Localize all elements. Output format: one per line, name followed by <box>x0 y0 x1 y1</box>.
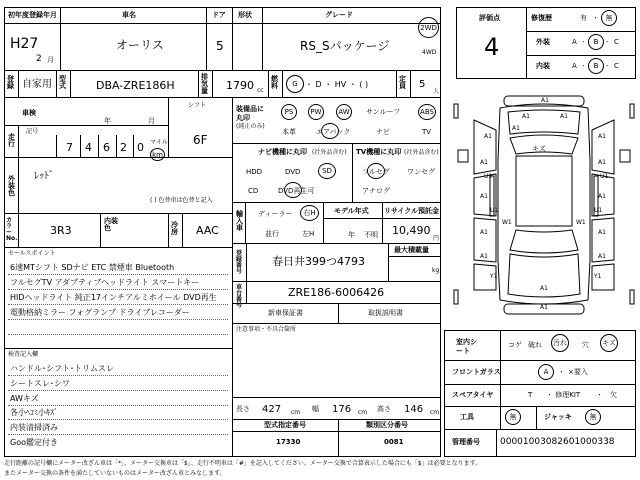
car-name: オーリス <box>116 38 164 52</box>
car-damage-diagram <box>450 90 638 320</box>
divider <box>168 97 169 157</box>
inspect-label: 車検 <box>22 109 36 117</box>
notes-label: 注意事項・不具合箇所 <box>236 326 297 333</box>
int-dash: - <box>582 62 585 70</box>
dotted-line <box>8 375 228 376</box>
tv-oneseg: ワンセグ <box>407 168 435 176</box>
interior-label: 内装 <box>536 62 550 70</box>
odometer-digit: 0 <box>137 141 144 154</box>
ext-dash: - <box>582 38 585 46</box>
equip-abs-circle: ABS <box>418 104 436 120</box>
dims-bottom <box>232 419 441 420</box>
warranty-bottom <box>232 323 441 324</box>
divider <box>182 213 183 247</box>
divider <box>496 429 497 457</box>
model-year-label: モデル年式 <box>334 207 369 215</box>
seat-item: 穴 <box>582 341 589 349</box>
damage-mark: A1 <box>540 285 548 292</box>
damage-mark: U1 <box>484 173 493 180</box>
width-unit: cm <box>358 409 368 416</box>
color-note: ( ) 色替車は色替と記入 <box>150 197 213 204</box>
spare-dot: ・ <box>596 391 603 399</box>
jack-none-circle: 無 <box>585 409 601 425</box>
ac-label: 冷房 <box>171 221 178 236</box>
damage-mark: A1 <box>480 159 488 166</box>
class-cert-value: 0081 <box>384 438 404 446</box>
damage-mark: A1 <box>480 229 488 236</box>
damage-mark: A1 <box>598 133 606 140</box>
divider <box>232 7 233 70</box>
dotted-line <box>8 319 228 320</box>
chassis-value: ZRE186-6006426 <box>288 286 385 299</box>
dotted-line <box>8 419 228 420</box>
glass-a-circle: A <box>538 364 554 380</box>
ext-a: A <box>572 38 577 46</box>
inspector-line: シートスレ･シワ <box>10 379 70 388</box>
sales-point-line: フルセグTV アダプティブヘッドライト スマートキー <box>10 278 200 287</box>
damage-mark: A1 <box>480 253 488 260</box>
drive-4wd: 4WD <box>422 49 437 56</box>
width-label: 幅 <box>312 405 319 413</box>
equip-label-1: 装備品に <box>236 105 264 113</box>
navi-hdd: HDD <box>246 168 263 176</box>
dotted-line <box>8 434 228 435</box>
mileage-top <box>4 125 168 126</box>
dotted-line <box>8 334 228 335</box>
grade-value: RS_Sパッケージ <box>300 39 390 53</box>
equip-aw-circle: AW <box>336 104 352 120</box>
damage-mark-scratch: キズ <box>532 145 546 153</box>
dotted-line <box>8 405 228 406</box>
inspector-line: ハンドル･シフト･トリムスレ <box>10 364 114 373</box>
drive-2wd-circle: 2WD <box>418 17 439 38</box>
digit-divider <box>133 135 134 157</box>
month-label-2: 月 <box>148 117 155 125</box>
model-year-unknown: 不明 <box>364 231 378 239</box>
seat-item: コゲ <box>508 341 522 349</box>
dotted-line <box>8 304 228 305</box>
warranty-manual: 取扱説明書 <box>368 309 403 317</box>
odometer-digit: 4 <box>85 141 92 154</box>
class-cert-label: 類別区分番号 <box>366 421 408 429</box>
divider <box>18 157 19 247</box>
damage-mark: U1 <box>490 207 499 214</box>
row2-bottom-line <box>4 97 441 98</box>
disp-unit: cc <box>257 87 264 94</box>
navi-sd-circle: SD <box>318 163 336 179</box>
divider <box>526 7 527 79</box>
type-label: 型式 <box>59 75 66 90</box>
inspector-label: 検査記入欄 <box>8 351 39 358</box>
damage-mark: A1 <box>522 113 530 120</box>
fuel-label: 燃料 <box>271 75 278 90</box>
seat-item: 破れ <box>528 341 542 349</box>
manage-value: 00001003082601000338 <box>500 437 615 447</box>
ac-value: AAC <box>196 224 219 237</box>
dotted-line <box>8 289 228 290</box>
cap-value: 5 <box>419 79 426 90</box>
digit-divider <box>56 135 57 157</box>
navi-title: ナビ機種に丸印 <box>258 148 307 156</box>
navi-bottom <box>232 202 441 203</box>
divider <box>410 70 411 97</box>
model-year-line <box>323 218 441 219</box>
type-cert-value: 17330 <box>276 438 301 446</box>
damage-mark: A1 <box>598 193 606 200</box>
divider <box>212 70 213 97</box>
type-value: DBA-ZRE186H <box>96 79 175 92</box>
dotted-line <box>8 390 228 391</box>
divider <box>282 70 283 97</box>
shift-value: 6F <box>193 133 208 147</box>
divider <box>262 7 263 70</box>
tv-note: (社外品含む) <box>404 149 439 156</box>
divider <box>382 202 383 243</box>
damage-mark: W1 <box>502 219 512 226</box>
spare-t: T <box>528 391 533 399</box>
tools-none-circle: 無 <box>505 409 521 425</box>
int-a: A <box>572 62 577 70</box>
header-bottom-line <box>4 23 441 24</box>
recycle-label: リサイクル預託金 <box>384 207 440 215</box>
year-label: 年 <box>104 117 111 125</box>
equip-label-2: 丸印 <box>236 114 250 122</box>
divider <box>246 281 247 303</box>
divider <box>268 70 269 97</box>
ext-dash: - <box>606 38 609 46</box>
disp-label: 排気量 <box>201 73 208 95</box>
disp-value: 1790 <box>226 79 254 92</box>
damage-mark: A1 <box>480 193 488 200</box>
divider <box>444 360 636 361</box>
recycle-unit: 円 <box>433 235 440 242</box>
divider <box>70 70 71 97</box>
sales-point-line: 電動格納ミラー フォグランプ ドライブレコーダー <box>10 308 190 317</box>
color-code-value: 3R3 <box>50 224 72 237</box>
height-unit: cm <box>430 409 440 416</box>
import-lhd: 左H <box>302 230 315 238</box>
odometer-digit: 7 <box>66 141 73 154</box>
int-c: C <box>614 62 619 70</box>
tv-title: TV機種に丸印 <box>356 148 402 156</box>
divider <box>444 429 636 430</box>
equip-tv: TV <box>422 128 432 136</box>
footer-line-1: 走行距離の記号欄にメーター改ざん車は「*」、メーター交換車は「$」、走行不明車は「#」を記入してください。メーター交換で合算表示した場合にも「$」は必要となります。 <box>4 460 482 467</box>
inspector-top <box>4 348 232 349</box>
color-code-label: カラーNo. <box>6 217 18 242</box>
ext-color-value: ﾚｯﾄﾞ <box>34 171 54 182</box>
glass-req: ×要入 <box>568 368 588 376</box>
score-label: 評価点 <box>479 14 500 22</box>
mileage-bottom <box>4 157 232 158</box>
int-dash: - <box>606 62 609 70</box>
equip-sunroof: サンルーフ <box>366 108 401 116</box>
divider <box>526 55 636 56</box>
navi-dvd: DVD <box>285 168 301 176</box>
divider <box>18 125 19 157</box>
divider <box>352 143 353 202</box>
unit-km-circle: km <box>150 148 165 161</box>
length-unit: cm <box>291 409 301 416</box>
divider <box>206 7 207 70</box>
damage-mark: A1 <box>560 113 568 120</box>
digit-divider <box>98 135 99 157</box>
divider <box>338 419 339 457</box>
damage-mark: Y1 <box>594 273 602 280</box>
tv-fullseg: フルセグ <box>362 168 390 176</box>
import-parallel: 並行 <box>265 230 279 238</box>
divider <box>56 70 57 97</box>
score-value: 4 <box>484 33 500 61</box>
recycle-value: 10,490 <box>392 224 431 237</box>
damage-mark: A1 <box>540 304 548 311</box>
import-dealer: ディーラー <box>258 210 293 218</box>
dotted-line <box>8 274 228 275</box>
footer-line-2: またメーター交換の条件を満たしていないものはメーター改ざん車とみなします。 <box>4 470 226 477</box>
first-reg-label: 初年度登録年月 <box>8 11 57 19</box>
divider <box>388 243 389 281</box>
divider <box>536 406 537 429</box>
navi-cd: CD <box>248 187 259 195</box>
cap-unit: 人 <box>433 88 440 95</box>
tv-analog: アナログ <box>362 187 390 195</box>
damage-mark: A1 <box>541 97 549 104</box>
inspector-line: 各小ﾍｺﾐ小ｷｽﾞ <box>10 408 58 417</box>
month-unit: 月 <box>47 56 54 64</box>
unit-mile: マイル <box>150 139 168 146</box>
repair-no-circle: 無 <box>601 10 617 26</box>
damage-mark: W1 <box>576 219 586 226</box>
seat-stain-circle: 汚れ <box>551 334 569 352</box>
seat-label: 室内シート <box>456 338 477 356</box>
equip-pw-circle: PW <box>308 104 324 120</box>
chassis-bottom <box>232 303 441 304</box>
damage-mark: Y1 <box>490 273 498 280</box>
fuel-g-circle: G <box>286 75 304 93</box>
memo-label: 記号 <box>26 128 39 135</box>
plate-label: 登録番号 <box>236 250 243 275</box>
divider <box>500 330 501 429</box>
dims-top <box>232 397 441 398</box>
warranty-new: 新車保証書 <box>268 309 303 317</box>
divider <box>338 303 339 323</box>
door-count: 5 <box>216 39 224 53</box>
car-name-label: 車名 <box>122 11 136 19</box>
equip-label-3: (純正のみ) <box>236 123 265 130</box>
plate-value: 春日井399つ4793 <box>272 255 365 268</box>
weight-label: 最大積載量 <box>394 246 429 254</box>
sales-point-line: HIDヘッドライト 純正17インチアルミホイール DVD再生 <box>10 293 217 302</box>
damage-mark: A1 <box>598 253 606 260</box>
jack-label: ジャッキ <box>544 413 572 421</box>
sales-point-line: 6速MTシフト SDナビ ETC 禁煙車 Bluetooth <box>10 263 175 272</box>
seat-scratch-circle: キズ <box>600 334 618 352</box>
damage-mark: A1 <box>598 159 606 166</box>
divider <box>168 213 169 247</box>
ext-color-label: 外装色 <box>8 175 15 197</box>
divider <box>323 202 324 243</box>
equip-bottom <box>232 143 441 144</box>
digit-divider <box>116 135 117 157</box>
exterior-label: 外装 <box>536 38 550 46</box>
inspector-line: Goo鑑定付き <box>10 438 58 447</box>
tools-label: 工具 <box>460 413 474 421</box>
plate-bottom <box>232 281 441 282</box>
type-cert-label: 型式指定番号 <box>264 421 306 429</box>
glass-sep: ・ <box>558 368 565 376</box>
length-value: 427 <box>262 404 282 415</box>
manage-label: 管理番号 <box>452 438 480 446</box>
divider <box>246 243 247 281</box>
damage-mark: U1 <box>600 173 609 180</box>
divider <box>100 213 101 247</box>
divider <box>526 31 636 32</box>
model-year-value: 年 <box>348 231 355 239</box>
weight-unit: kg <box>432 267 440 274</box>
odometer-digit: 2 <box>120 141 127 154</box>
int-color-label: 内装色 <box>104 217 118 232</box>
repair-yes: 有 <box>580 14 587 22</box>
shift-label: シフト <box>188 102 207 109</box>
inspector-line: 内装清掃済み <box>10 423 58 432</box>
spare-kit: ・ 修理KIT <box>546 391 581 399</box>
damage-mark: A1 <box>512 125 520 132</box>
equip-airbag: エアバック <box>316 128 351 136</box>
glass-label: フロントガラス <box>452 368 501 376</box>
ext-c: C <box>614 38 619 46</box>
divider <box>232 97 233 337</box>
sales-points-label: セールスポイント <box>8 250 56 257</box>
damage-mark: A1 <box>484 133 492 140</box>
distance-label: 走行 <box>8 133 15 148</box>
equip-navi: ナビ <box>376 128 390 136</box>
weight-line <box>388 256 441 257</box>
ext-b-circle: B <box>588 34 604 50</box>
repair-sep: ・ <box>592 14 599 22</box>
model-label: 形状 <box>238 11 252 19</box>
reg-value: 自家用 <box>22 79 52 90</box>
era-year: H27 <box>10 36 39 52</box>
int-b-circle: B <box>588 58 604 74</box>
divider <box>444 406 636 407</box>
reg-label: 登録 <box>7 75 14 90</box>
spare-label: スペアタイヤ <box>452 391 494 399</box>
equip-leather: 本革 <box>282 128 296 136</box>
import-label: 輸入車 <box>236 210 243 232</box>
import-rhd-circle: 右H <box>300 205 319 221</box>
height-value: 146 <box>404 404 424 415</box>
door-label: ドア <box>212 11 226 19</box>
repair-label: 修復歴 <box>531 14 552 22</box>
certs-mid <box>232 431 441 432</box>
divider <box>444 384 636 385</box>
height-label: 高さ <box>377 405 391 413</box>
digit-divider <box>80 135 81 157</box>
divider <box>245 202 246 243</box>
navi-note: (社外品含む) <box>312 149 347 156</box>
color-row-line <box>4 247 232 248</box>
divider <box>198 70 199 97</box>
damage-mark: A1 <box>598 229 606 236</box>
chassis-label: 車台番号 <box>236 284 243 309</box>
equip-ps-circle: PS <box>281 104 297 120</box>
import-bottom <box>232 243 441 244</box>
width-value: 176 <box>332 404 352 415</box>
spare-missing: 欠 <box>610 391 617 399</box>
damage-mark: U1 <box>594 207 603 214</box>
cap-label: 定員 <box>399 75 406 90</box>
length-label: 長さ <box>236 405 250 413</box>
grade-label: グレード <box>325 11 353 19</box>
divider <box>18 70 19 97</box>
fuel-options: ・ D ・ HV ・ ( ) <box>305 80 369 89</box>
navi-dvd-play: DVD再生可 <box>278 187 315 195</box>
odometer-digit: 6 <box>103 141 110 154</box>
color-bottom <box>4 213 232 214</box>
inspector-line: AWキズ <box>10 394 39 403</box>
divider <box>396 70 397 97</box>
month-value: 2 <box>36 54 42 64</box>
divider <box>60 7 61 70</box>
